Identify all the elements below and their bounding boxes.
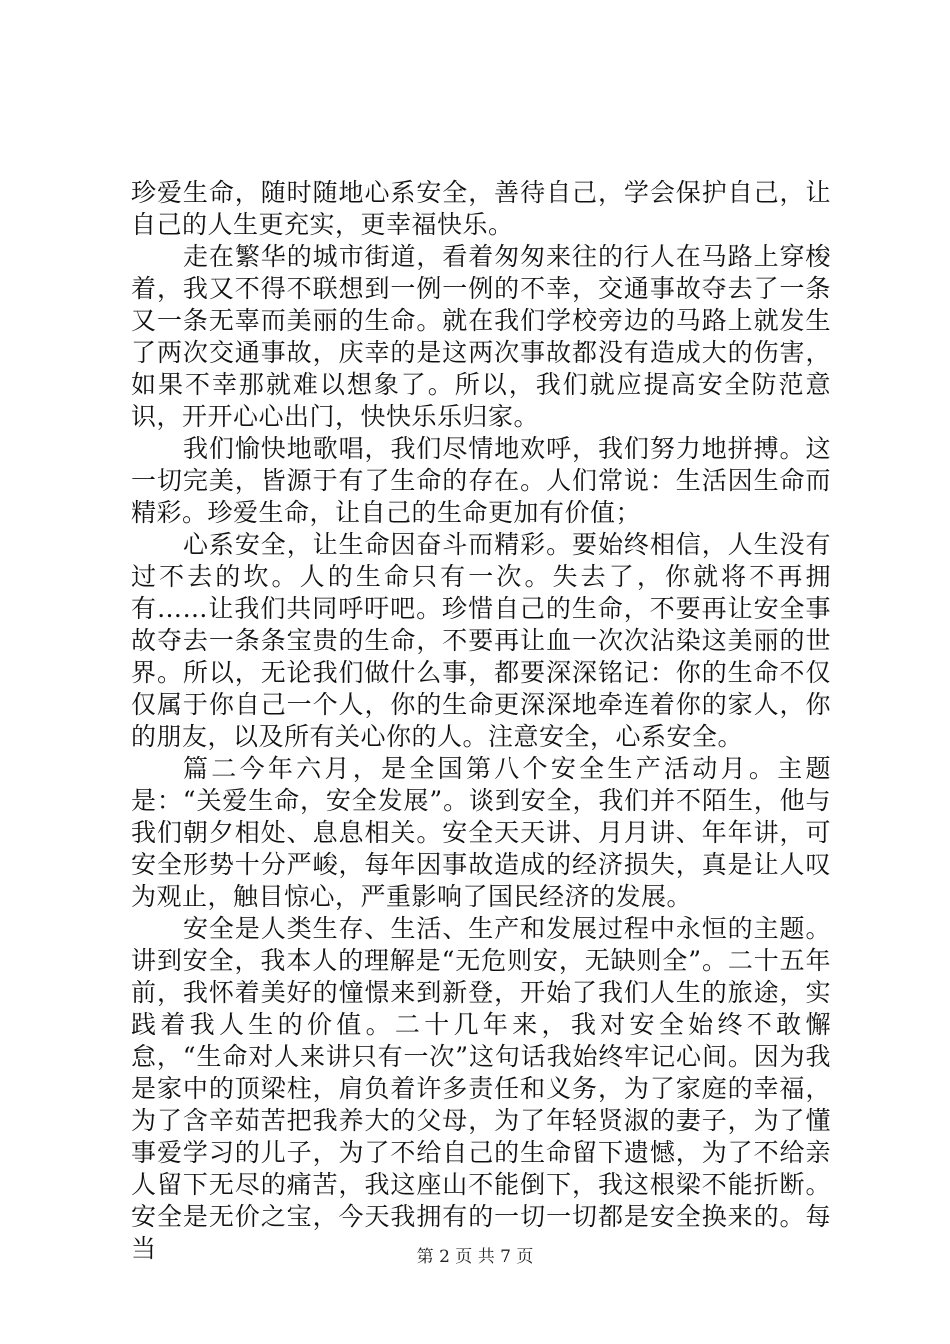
paragraph: 安全是人类生存、生活、生产和发展过程中永恒的主题。讲到安全，我本人的理解是“无危则安，无缺则全”。二十五年前，我怀着美好的憧憬来到新登，开始了我们人生的旅途，实践着我人生的价值。二十几年来，我对安全始终不敢懈怠，“生命对人来讲只有一次”这句话我始终牢记心间。因为我是家中的顶梁柱，肩负着许多责任和义务，为了家庭的幸福，为了含辛茹苦把我养大的父母，为了年轻贤淑的妻子，为了懂事爱学习的儿子，为了不给自己的生命留下遗憾，为了不给亲人留下无尽的痛苦，我这座山不能倒下，我这根梁不能折断。安全是无价之宝，今天我拥有的一切一切都是安全换来的。每当	[131, 914, 831, 1263]
paragraph: 篇二今年六月，是全国第八个安全生产活动月。主题是：“关爱生命，安全发展”。谈到安全，我们并不陌生，他与我们朝夕相处、息息相关。安全天天讲、月月讲、年年讲，可安全形势十分严峻，每年因事故造成的经济损失，真是让人叹为观止，触目惊心，严重影响了国民经济的发展。	[131, 754, 831, 911]
paragraph: 心系安全，让生命因奋斗而精彩。要始终相信，人生没有过不去的坎。人的生命只有一次。失去了，你就将不再拥有……让我们共同呼吁吧。珍惜自己的生命，不要再让安全事故夺去一条条宝贵的生命，不要再让血一次次沾染这美丽的世界。所以，无论我们做什么事，都要深深铭记：你的生命不仅仅属于你自己一个人，你的生命更深深地牵连着你的家人，你的朋友，以及所有关心你的人。注意安全，心系安全。	[131, 530, 831, 751]
document-body	[131, 177, 831, 1265]
paragraph: 我们愉快地歌唱，我们尽情地欢呼，我们努力地拼搏。这一切完美，皆源于有了生命的存在。人们常说：生活因生命而精彩。珍爱生命，让自己的生命更加有价值；	[131, 434, 831, 527]
paragraph: 走在繁华的城市街道，看着匆匆来往的行人在马路上穿梭着，我又不得不联想到一例一例的不幸，交通事故夺去了一条又一条无辜而美丽的生命。就在我们学校旁边的马路上就发生了两次交通事故，庆幸的是这两次事故都没有造成大的伤害，如果不幸那就难以想象了。所以，我们就应提高安全防范意识，开开心心出门，快快乐乐归家。	[131, 242, 831, 431]
page-number-footer: 第 2 页 共 7 页	[416, 1247, 534, 1267]
paragraph: 珍爱生命，随时随地心系安全，善待自己，学会保护自己，让自己的人生更充实，更幸福快乐。	[131, 178, 831, 239]
